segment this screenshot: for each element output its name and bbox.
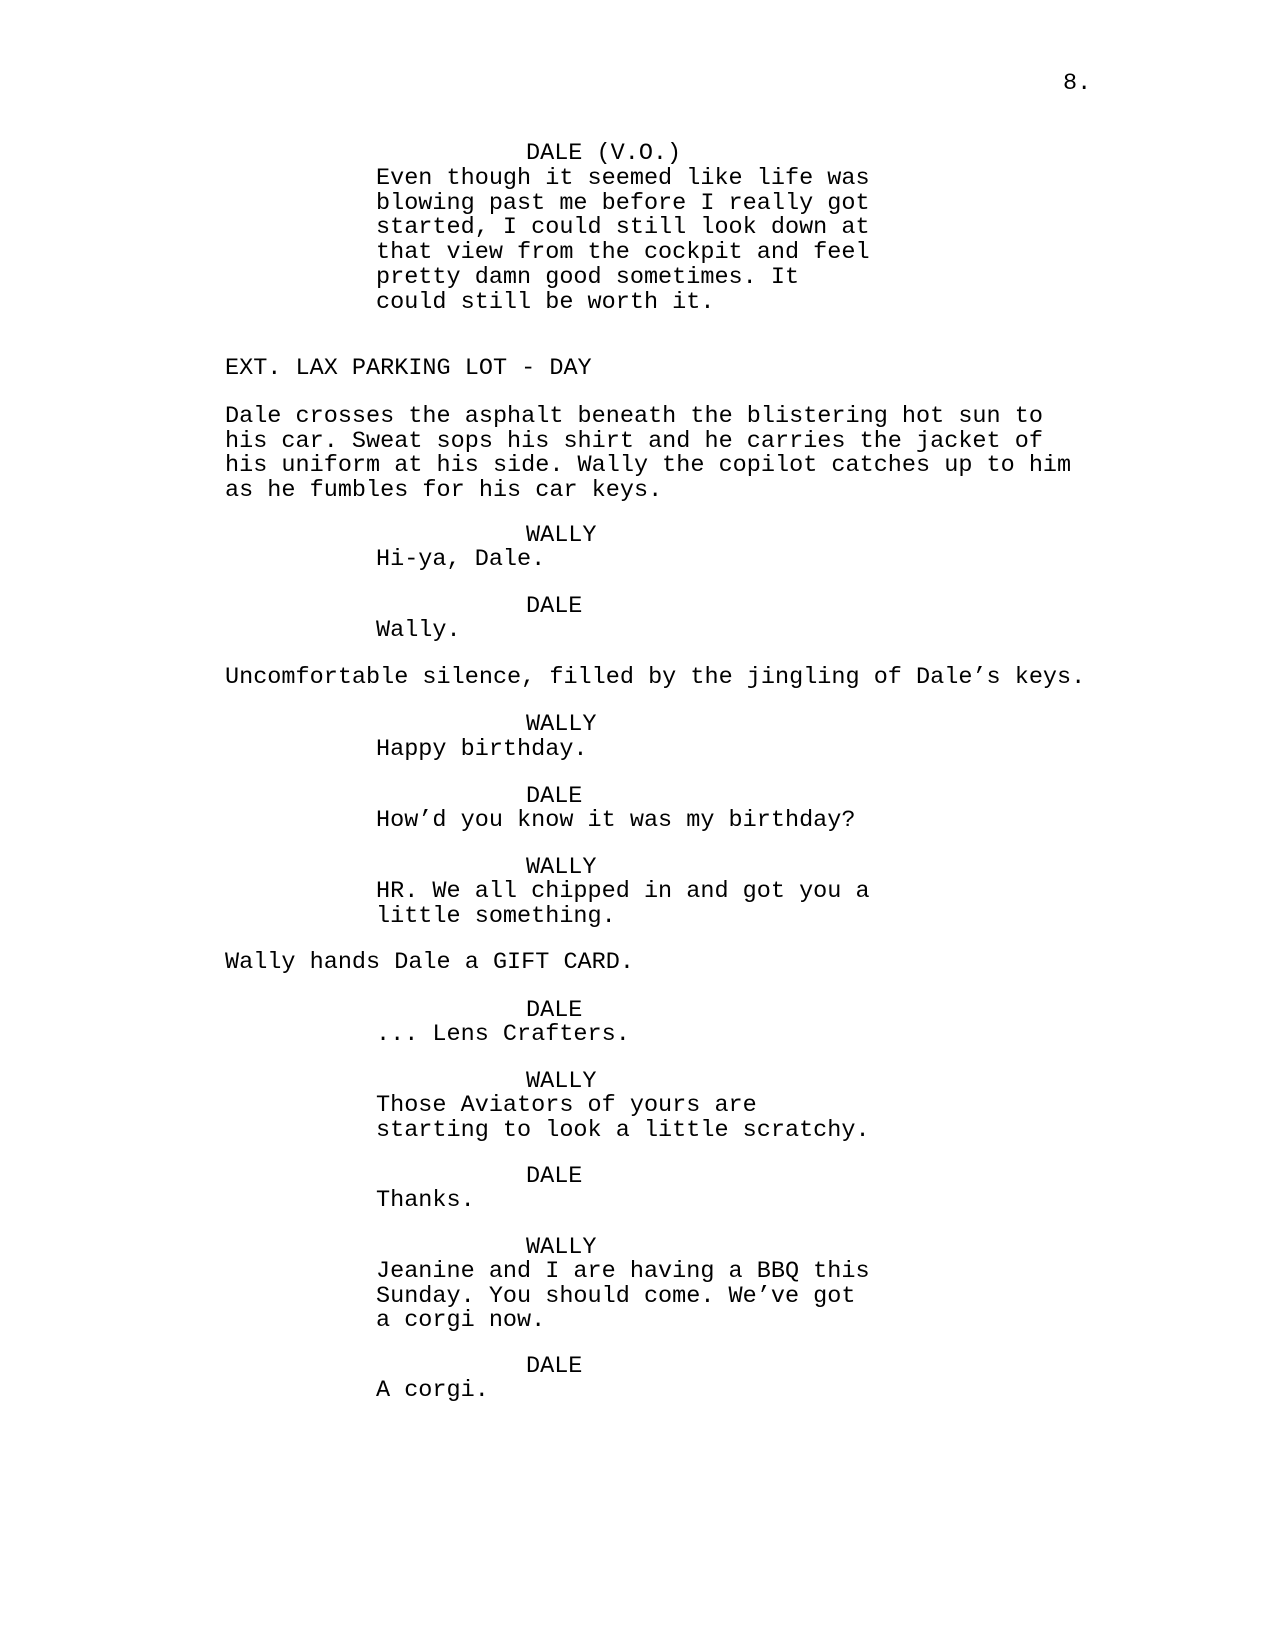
character-cue: DALE xyxy=(526,997,583,1024)
character-cue: WALLY xyxy=(526,522,597,549)
character-cue: DALE xyxy=(526,1353,583,1380)
character-cue: WALLY xyxy=(526,854,597,881)
action-line: Uncomfortable silence, filled by the jingling of Dale’s keys. xyxy=(225,664,1086,691)
character-cue: DALE xyxy=(526,593,583,620)
action-line: Dale crosses the asphalt beneath the blistering hot sun to his car. Sweat sops his shirt and he carries the jacket of his uniform at his side. Wally the copilot catches up to him as he fumbles for his car keys. xyxy=(225,403,1072,505)
action-line: Wally hands Dale a GIFT CARD. xyxy=(225,949,634,976)
dialogue: How’d you know it was my birthday? xyxy=(376,807,856,834)
dialogue: Hi-ya, Dale. xyxy=(376,546,546,573)
character-cue: DALE xyxy=(526,783,583,810)
scene-heading: EXT. LAX PARKING LOT - DAY xyxy=(225,355,592,382)
character-cue: WALLY xyxy=(526,711,597,738)
page-number: 8. xyxy=(1063,70,1092,97)
dialogue: Even though it seemed like life was blowing past me before I really got started, I could still look down at that view from the cockpit and feel pretty damn good sometimes. It could still be worth it. xyxy=(376,165,870,316)
character-cue: DALE xyxy=(526,1163,583,1190)
dialogue: Those Aviators of yours are starting to look a little scratchy. xyxy=(376,1092,870,1144)
character-cue: WALLY xyxy=(526,1068,597,1095)
dialogue: Jeanine and I are having a BBQ this Sunday. You should come. We’ve got a corgi now. xyxy=(376,1258,870,1335)
dialogue: A corgi. xyxy=(376,1377,489,1404)
dialogue: Thanks. xyxy=(376,1187,475,1214)
dialogue: HR. We all chipped in and got you a little something. xyxy=(376,878,870,930)
dialogue: Happy birthday. xyxy=(376,736,588,763)
character-cue: DALE (V.O.) xyxy=(526,140,682,167)
dialogue: Wally. xyxy=(376,617,461,644)
character-cue: WALLY xyxy=(526,1234,597,1261)
dialogue: ... Lens Crafters. xyxy=(376,1021,630,1048)
